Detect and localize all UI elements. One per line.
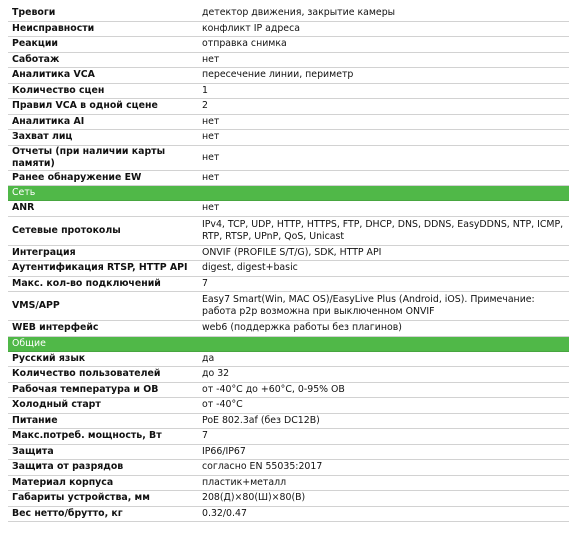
spec-param-value: отправка снимка xyxy=(199,37,569,53)
spec-param-value: нет xyxy=(199,52,569,68)
spec-row xyxy=(8,491,569,507)
spec-row xyxy=(8,99,569,115)
spec-row xyxy=(8,170,569,186)
spec-row xyxy=(8,276,569,292)
spec-param-name: Интеграция xyxy=(8,245,199,261)
spec-param-name: Тревоги xyxy=(8,6,199,21)
spec-row xyxy=(8,444,569,460)
spec-param-value: web6 (поддержка работы без плагинов) xyxy=(199,321,569,337)
spec-param-name: Аналитика VCA xyxy=(8,68,199,84)
spec-param-value: 208(Д)×80(Ш)×80(В) xyxy=(199,491,569,507)
spec-row xyxy=(8,52,569,68)
spec-row xyxy=(8,21,569,37)
spec-param-value: согласно EN 55035:2017 xyxy=(199,460,569,476)
spec-param-name: Аналитика AI xyxy=(8,114,199,130)
spec-param-value: PoE 802.3af (без DC12B) xyxy=(199,413,569,429)
spec-param-value: IPv4, TCP, UDP, HTTP, HTTPS, FTP, DHCP, DNS, DDNS, EasyDDNS, NTP, ICMP, RTP, RTSP, UPnP, QoS, Unicast xyxy=(199,216,569,245)
spec-param-name: Реакции xyxy=(8,37,199,53)
spec-param-name: Сетевые протоколы xyxy=(8,216,199,245)
spec-param-name: Габариты устройства, мм xyxy=(8,491,199,507)
spec-table-body xyxy=(8,6,569,522)
spec-row xyxy=(8,292,569,321)
spec-param-name: Неисправности xyxy=(8,21,199,37)
spec-row xyxy=(8,429,569,445)
spec-param-name: Количество пользователей xyxy=(8,367,199,383)
spec-param-name: Ранее обнаружение EW xyxy=(8,170,199,186)
spec-param-value: нет xyxy=(199,201,569,217)
spec-param-value: Easy7 Smart(Win, MAC OS)/EasyLive Plus (Android, iOS). Примечание: работа p2p возможна при выключенном ONVIF xyxy=(199,292,569,321)
spec-param-name: Количество сцен xyxy=(8,83,199,99)
spec-param-value: пластик+металл xyxy=(199,475,569,491)
spec-param-name: Русский язык xyxy=(8,351,199,367)
spec-row xyxy=(8,6,569,21)
section-header-row xyxy=(8,186,569,201)
spec-param-value: пересечение линии, периметр xyxy=(199,68,569,84)
spec-param-name: Вес нетто/брутто, кг xyxy=(8,506,199,522)
spec-param-value: digest, digest+basic xyxy=(199,261,569,277)
spec-param-value: 0.32/0.47 xyxy=(199,506,569,522)
spec-row xyxy=(8,216,569,245)
spec-row xyxy=(8,68,569,84)
spec-param-value: конфликт IP адреса xyxy=(199,21,569,37)
spec-param-name: Питание xyxy=(8,413,199,429)
spec-param-name: Материал корпуса xyxy=(8,475,199,491)
spec-param-name: Рабочая температура и ОВ xyxy=(8,382,199,398)
spec-table xyxy=(8,6,569,522)
spec-row xyxy=(8,261,569,277)
spec-param-value: 7 xyxy=(199,429,569,445)
spec-param-value: да xyxy=(199,351,569,367)
spec-param-name: WEB интерфейс xyxy=(8,321,199,337)
spec-param-name: Холодный старт xyxy=(8,398,199,414)
spec-param-name: Саботаж xyxy=(8,52,199,68)
spec-row xyxy=(8,398,569,414)
spec-param-name: Защита xyxy=(8,444,199,460)
spec-param-value: до 32 xyxy=(199,367,569,383)
spec-param-name: Аутентификация RTSP, HTTP API xyxy=(8,261,199,277)
spec-param-value: нет xyxy=(199,170,569,186)
section-header-label: Сеть xyxy=(8,186,569,201)
spec-row xyxy=(8,475,569,491)
spec-param-name: VMS/APP xyxy=(8,292,199,321)
spec-row xyxy=(8,245,569,261)
spec-param-value: нет xyxy=(199,145,569,170)
spec-param-name: ANR xyxy=(8,201,199,217)
spec-row xyxy=(8,130,569,146)
spec-param-name: Отчеты (при наличии карты памяти) xyxy=(8,145,199,170)
spec-param-value: детектор движения, закрытие камеры xyxy=(199,6,569,21)
spec-row xyxy=(8,321,569,337)
section-header-label: Общие xyxy=(8,336,569,351)
spec-param-name: Макс.потреб. мощность, Вт xyxy=(8,429,199,445)
spec-param-value: IP66/IP67 xyxy=(199,444,569,460)
spec-row xyxy=(8,382,569,398)
spec-row xyxy=(8,413,569,429)
spec-row xyxy=(8,351,569,367)
spec-param-name: Захват лиц xyxy=(8,130,199,146)
spec-param-value: ONVIF (PROFILE S/T/G), SDK, HTTP API xyxy=(199,245,569,261)
spec-row xyxy=(8,506,569,522)
spec-row xyxy=(8,460,569,476)
spec-param-value: 7 xyxy=(199,276,569,292)
spec-param-value: нет xyxy=(199,130,569,146)
spec-row xyxy=(8,201,569,217)
spec-row xyxy=(8,367,569,383)
spec-param-value: 2 xyxy=(199,99,569,115)
spec-row xyxy=(8,114,569,130)
spec-row xyxy=(8,83,569,99)
spec-param-name: Макс. кол-во подключений xyxy=(8,276,199,292)
spec-param-value: от -40°С до +60°С, 0-95% ОВ xyxy=(199,382,569,398)
spec-row xyxy=(8,37,569,53)
spec-param-value: от -40°С xyxy=(199,398,569,414)
spec-param-value: нет xyxy=(199,114,569,130)
spec-param-name: Правил VCA в одной сцене xyxy=(8,99,199,115)
section-header-row xyxy=(8,336,569,351)
spec-param-value: 1 xyxy=(199,83,569,99)
spec-param-name: Защита от разрядов xyxy=(8,460,199,476)
spec-row xyxy=(8,145,569,170)
